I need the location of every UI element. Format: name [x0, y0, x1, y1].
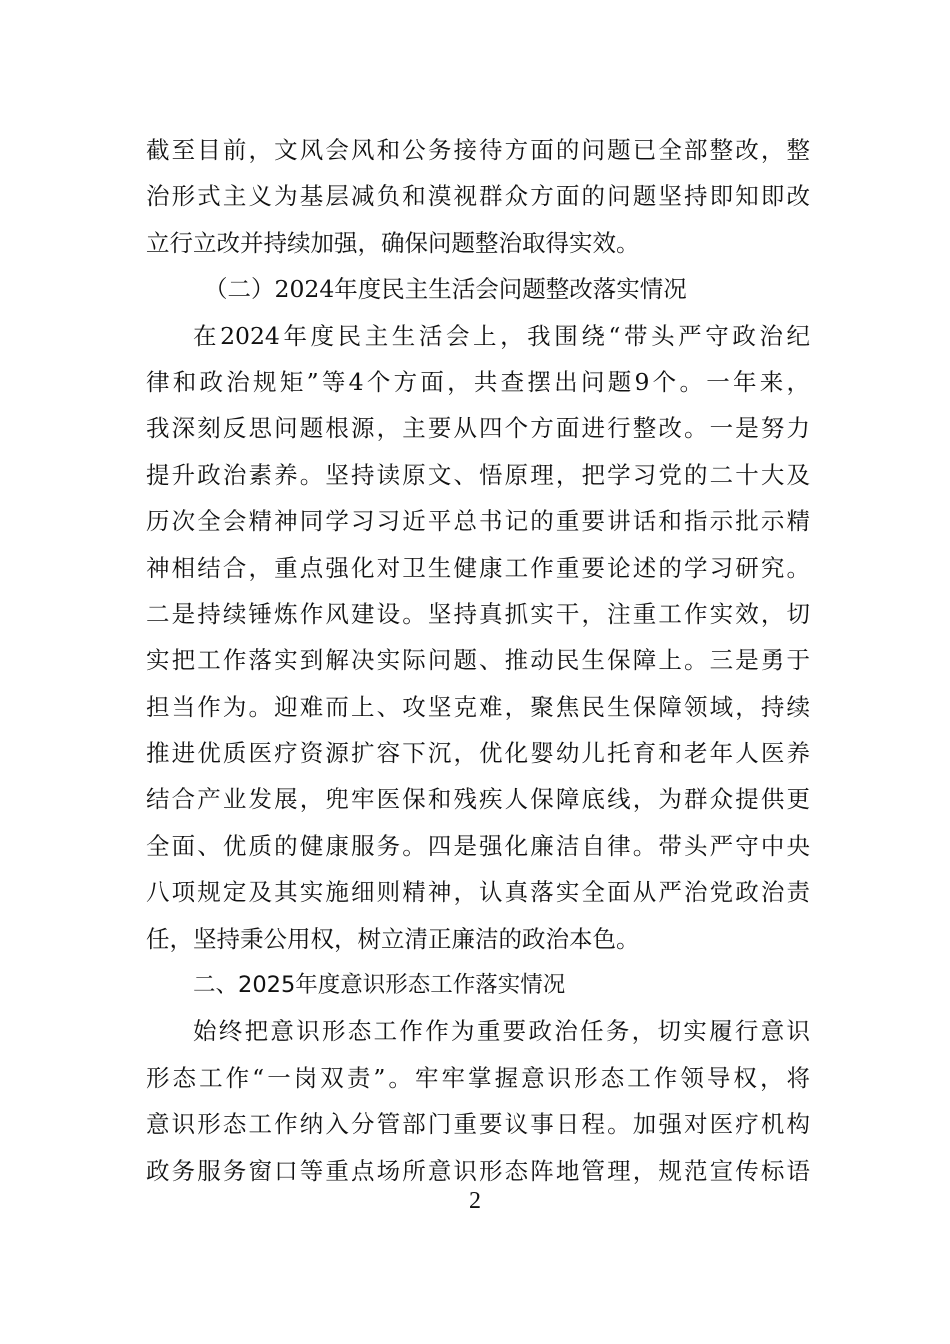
body-line: 在2024年度民主生活会上，我围绕“带头严守政治纪	[193, 321, 810, 350]
body-line: 意识形态工作纳入分管部门重要议事日程。加强对医疗机构	[146, 1110, 810, 1139]
body-line: 政务服务窗口等重点场所意识形态阵地管理，规范宣传标语	[146, 1156, 810, 1185]
body-line: 担当作为。迎难而上、攻坚克难，聚焦民生保障领域，持续	[146, 692, 810, 721]
body-line: 我深刻反思问题根源，主要从四个方面进行整改。一是努力	[146, 414, 810, 443]
body-line: 神相结合，重点强化对卫生健康工作重要论述的学习研究。	[146, 553, 810, 582]
document-body	[146, 127, 810, 1194]
body-line: 形态工作“一岗双责”。牢牢掌握意识形态工作领导权，将	[146, 1063, 810, 1092]
body-line: 立行立改并持续加强，确保问题整治取得实效。	[146, 228, 640, 257]
body-line: 推进优质医疗资源扩容下沉，优化婴幼儿托育和老年人医养	[146, 739, 810, 768]
section-subheading: （二）2024年度民主生活会问题整改落实情况	[204, 275, 687, 304]
page-number: 2	[469, 1188, 481, 1214]
body-line: 历次全会精神同学习习近平总书记的重要讲话和指示批示精	[146, 507, 810, 536]
body-line: 提升政治素养。坚持读原文、悟原理，把学习党的二十大及	[146, 460, 810, 489]
body-line: 治形式主义为基层减负和漠视群众方面的问题坚持即知即改	[146, 182, 810, 211]
body-line: 律和政治规矩”等4个方面，共查摆出问题9个。一年来，	[146, 367, 810, 396]
body-line: 始终把意识形态工作作为重要政治任务，切实履行意识	[193, 1017, 810, 1046]
body-line: 八项规定及其实施细则精神，认真落实全面从严治党政治责	[146, 878, 810, 907]
body-line: 任，坚持秉公用权，树立清正廉洁的政治本色。	[146, 924, 640, 953]
body-line: 实把工作落实到解决实际问题、推动民生保障上。三是勇于	[146, 646, 810, 675]
body-line: 二是持续锤炼作风建设。坚持真抓实干，注重工作实效，切	[146, 599, 810, 628]
body-line: 全面、优质的健康服务。四是强化廉洁自律。带头严守中央	[146, 831, 810, 860]
section-heading: 二、2025年度意识形态工作落实情况	[193, 972, 566, 999]
body-line: 结合产业发展，兜牢医保和残疾人保障底线，为群众提供更	[146, 785, 810, 814]
body-line: 截至目前，文风会风和公务接待方面的问题已全部整改，整	[146, 136, 810, 164]
